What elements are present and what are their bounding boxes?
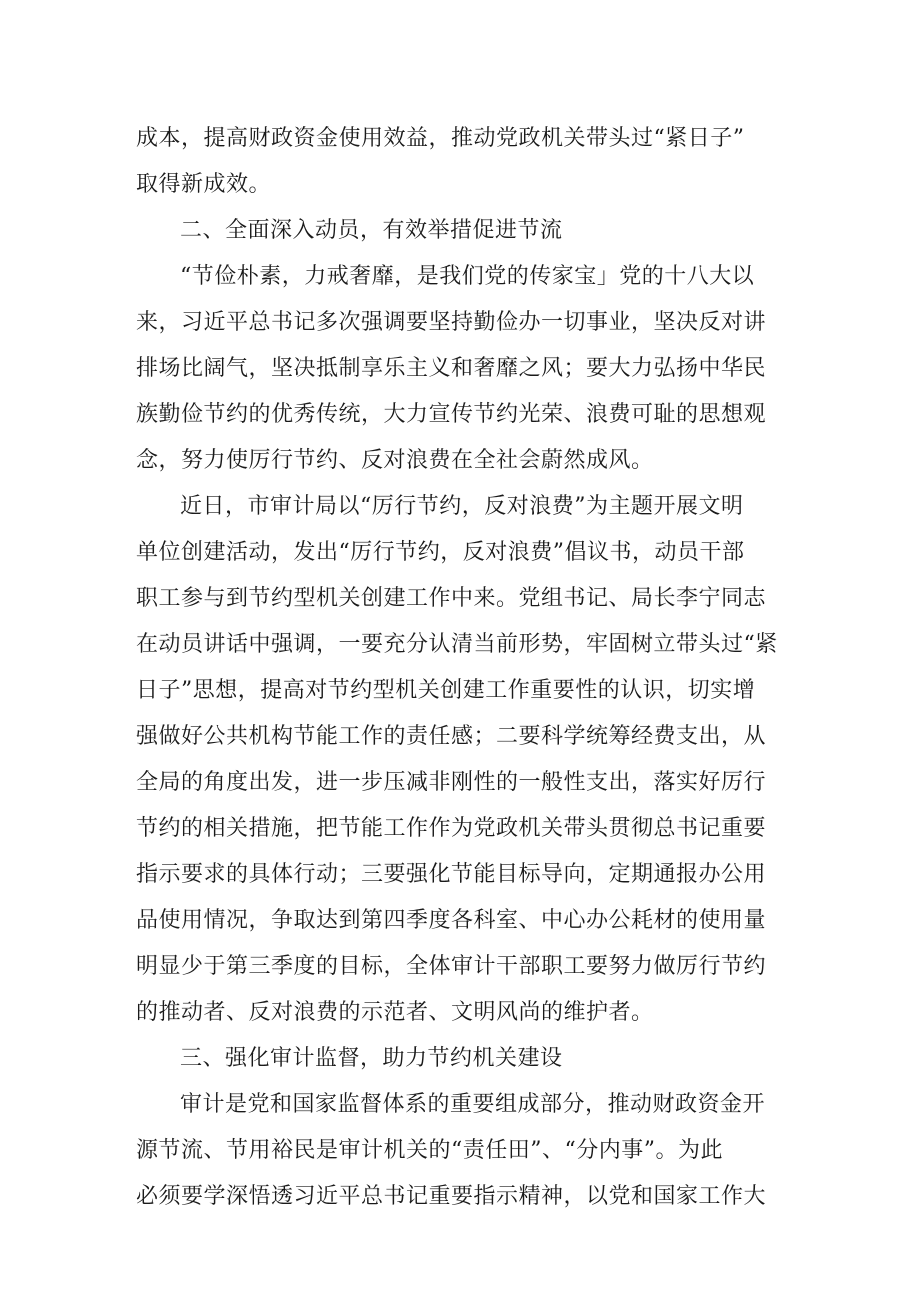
- text-line: 审计是党和国家监督体系的重要组成部分，推动财政资金开: [180, 1092, 766, 1117]
- text-line: 的推动者、反对浪费的示范者、文明风尚的维护者。: [136, 1000, 654, 1025]
- document-body: [136, 116, 796, 1220]
- text-line: 成本，提高财政资金使用效益，推动党政机关带头过“紧日子”: [136, 126, 745, 151]
- text-line: 族勤俭节约的优秀传统，大力宣传节约光荣、浪费可耻的思想观: [136, 402, 767, 427]
- text-line: 单位创建活动，发出“厉行节约，反对浪费”倡议书，动员干部: [136, 540, 745, 565]
- text-line: 指示要求的具体行动；三要强化节能目标导向，定期通报办公用: [136, 862, 767, 887]
- paragraph-1: [136, 116, 796, 208]
- text-line: 近日，市审计局以“厉行节约，反对浪费”为主题开展文明: [180, 494, 744, 519]
- text-line: 在动员讲话中强调，一要充分认清当前形势，牢固树立带头过“紧: [136, 632, 778, 657]
- paragraph-6: [136, 1082, 796, 1220]
- text-line: 全局的角度出发，进一步压减非刚性的一般性支出，落实好厉行: [136, 770, 767, 795]
- section-heading-2: [136, 208, 796, 254]
- text-line: “节俭朴素，力戒奢靡，是我们党的传家宝」党的十八大以: [180, 264, 755, 289]
- text-line: 必须要学深悟透习近平总书记重要指示精神，以党和国家工作大: [136, 1184, 767, 1209]
- text-line: 明显少于第三季度的目标，全体审计干部职工要努力做厉行节约: [136, 954, 767, 979]
- paragraph-3: [136, 254, 796, 484]
- text-line: 品使用情况，争取达到第四季度各科室、中心办公耗材的使用量: [136, 908, 767, 933]
- heading-text: 三、强化审计监督，助力节约机关建设: [180, 1046, 563, 1071]
- section-heading-3: [136, 1036, 796, 1082]
- text-line: 排场比阔气，坚决抵制享乐主义和奢靡之风；要大力弘扬中华民: [136, 356, 767, 381]
- text-line: 节约的相关措施，把节能工作作为党政机关带头贯彻总书记重要: [136, 816, 767, 841]
- text-line: 念，努力使厉行节约、反对浪费在全社会蔚然成风。: [136, 448, 654, 473]
- text-line: 职工参与到节约型机关创建工作中来。党组书记、局长李宁同志: [136, 586, 767, 611]
- text-line: 来，习近平总书记多次强调要坚持勤俭办一切事业，坚决反对讲: [136, 310, 767, 335]
- text-line: 日子”思想，提高对节约型机关创建工作重要性的认识，切实增: [136, 678, 756, 703]
- text-line: 强做好公共机构节能工作的责任感；二要科学统筹经费支出，从: [136, 724, 767, 749]
- paragraph-4: [136, 484, 796, 1036]
- text-line: 源节流、节用裕民是审计机关的“责任田”、“分内事”。为此: [136, 1138, 723, 1163]
- heading-text: 二、全面深入动员，有效举措促进节流: [180, 218, 563, 243]
- text-line: 取得新成效。: [136, 172, 272, 197]
